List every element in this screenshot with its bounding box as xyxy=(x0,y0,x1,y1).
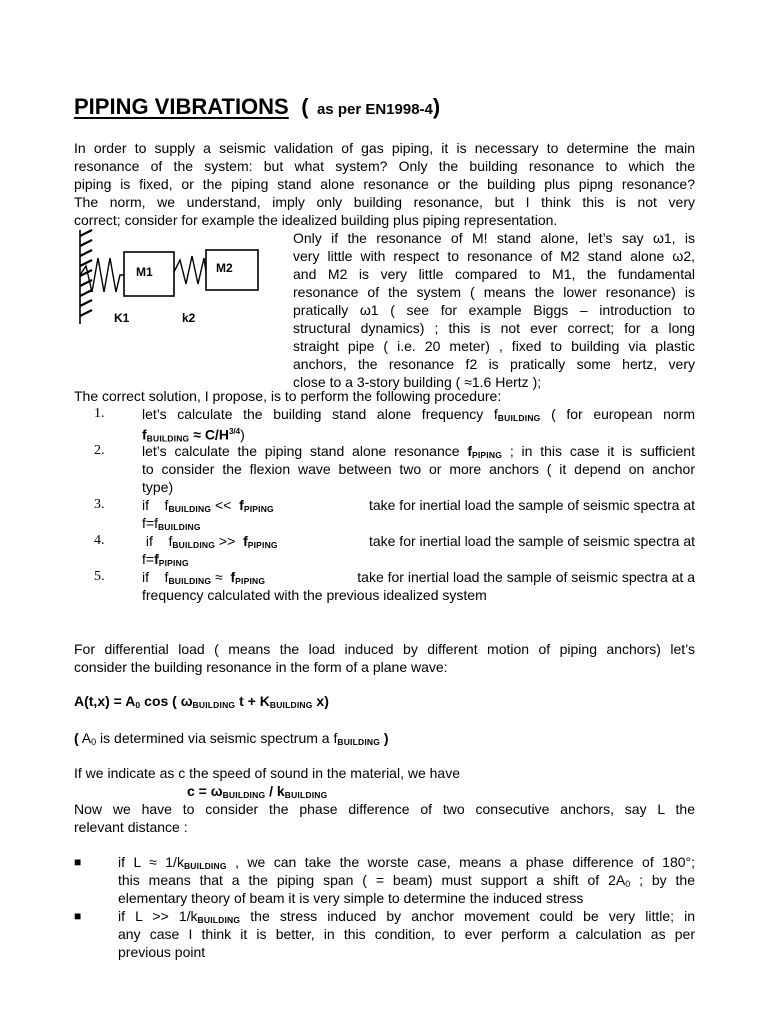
subscript: PIPING xyxy=(235,576,266,586)
close-paren: ) xyxy=(380,730,389,746)
a0-note xyxy=(74,729,389,751)
side-line: pratically ω1 ( see for example Biggs – introduction to xyxy=(293,302,695,318)
formula-part: x) xyxy=(312,693,329,709)
subscript: BUILDING xyxy=(192,700,236,710)
item2-line1 xyxy=(142,442,695,460)
wave-formula xyxy=(74,692,329,714)
intro-line: In order to supply a seismic validation of gas piping, it is necessary to determine the main xyxy=(74,140,695,156)
subscript: BUILDING xyxy=(222,790,266,800)
mass-m1-label: M1 xyxy=(136,265,153,279)
list-item xyxy=(142,532,695,568)
side-line: close to a 3-story building ( ≈1.6 Hertz ); xyxy=(293,374,542,390)
item4-line1 xyxy=(142,532,695,550)
mass-spring-diagram xyxy=(74,228,274,332)
differential-line: For differential load ( means the load induced by different motion of piping anchors) let’s xyxy=(74,641,695,657)
bullet-text: ; by the xyxy=(630,872,695,888)
item1-line2 xyxy=(142,423,695,444)
formula-part: A(t,x) = A xyxy=(74,693,136,709)
a0-symbol: A xyxy=(78,730,92,746)
cond-a: if f xyxy=(142,497,169,513)
item3-line1 xyxy=(142,496,695,514)
bullet-text: if L ≈ 1/k xyxy=(118,854,184,870)
bullet-text: if L >> 1/k xyxy=(118,908,198,924)
symbol-f: f xyxy=(239,497,244,513)
intro-line: The norm, we understand, imply only building resonance, but I think this is not very xyxy=(74,194,695,210)
subscript: BUILDING xyxy=(284,790,328,800)
subscript: BUILDING xyxy=(197,915,241,925)
subscript: PIPING xyxy=(158,558,189,568)
title-subtitle: as per EN1998-4 xyxy=(316,101,433,118)
subscript: BUILDING xyxy=(337,737,381,747)
item1-text-end: ( for european norm xyxy=(540,406,695,422)
item2-text: let’s calculate the piping stand alone resonance xyxy=(142,443,468,459)
procedure-intro xyxy=(74,387,695,405)
close-paren: ) xyxy=(240,426,245,443)
list-item xyxy=(142,568,695,604)
a0-text: is determined via seismic spectrum a f xyxy=(96,730,338,746)
list-item xyxy=(142,442,695,496)
phase-paragraph xyxy=(74,800,695,836)
differential-line: consider the building resonance in the form of a plane wave: xyxy=(74,659,448,675)
symbol-f: f xyxy=(230,569,236,585)
formula-text: ≈ C/H xyxy=(189,426,229,443)
side-paragraph xyxy=(293,229,695,391)
procedure-intro-text: The correct solution, I propose, is to perform the following procedure: xyxy=(74,388,502,404)
bullet-square-icon: ■ xyxy=(74,855,82,869)
cond-a: if f xyxy=(142,569,169,585)
mass-m2-label: M2 xyxy=(216,261,233,275)
symbol-f: f xyxy=(467,443,472,459)
bullet-square-icon: ■ xyxy=(74,909,82,923)
differential-paragraph xyxy=(74,640,695,676)
item5-line2: frequency calculated with the previous idealized system xyxy=(142,587,487,603)
side-line: structural dynamics) ; this is not ever correct; for a long xyxy=(293,320,695,336)
subscript: BUILDING xyxy=(269,700,313,710)
list-number: 2. xyxy=(94,443,105,458)
f-equals: f=f xyxy=(142,515,158,531)
operator: << xyxy=(211,497,236,513)
phase-line: relevant distance : xyxy=(74,819,188,835)
formula-part: t + K xyxy=(235,693,270,709)
side-line: anchors, the resonance f2 is pratically some hertz, very xyxy=(293,356,695,372)
formula-part: cos ( ω xyxy=(140,693,193,709)
bullet1-line1 xyxy=(118,853,695,871)
phase-line: Now we have to consider the phase difference of two consecutive anchors, say L the xyxy=(74,801,695,817)
subscript: BUILDING xyxy=(168,504,212,514)
side-line: very little with respect to resonance of M2 stand alone ω2, xyxy=(293,248,695,264)
cond-a: if f xyxy=(142,533,173,549)
speed-sentence: If we indicate as c the speed of sound in the material, we have xyxy=(74,765,461,781)
formula-part: / k xyxy=(265,783,285,799)
list-number: 4. xyxy=(94,533,105,548)
symbol-f: f xyxy=(243,533,248,549)
list-number: 3. xyxy=(94,497,105,512)
item2-line3: type) xyxy=(142,479,174,495)
subscript: BUILDING xyxy=(146,433,190,444)
side-line: resonance of the system ( means the lower resonance) is xyxy=(293,284,695,300)
formula-part: c = ω xyxy=(187,783,223,799)
item5-text: take for inertial load the sample of seismic spectra at a xyxy=(357,569,695,585)
subscript: BUILDING xyxy=(183,861,227,871)
item2-text-end: ; in this case it is sufficient xyxy=(502,443,695,459)
spring-k2-label: k2 xyxy=(182,311,196,325)
bullet1-line2 xyxy=(118,871,695,889)
bullet2-line2: any case I think it is better, in this condition, to ever perform a calculation as per xyxy=(118,926,695,942)
bullet2-line1 xyxy=(118,907,695,925)
title-open-paren: ( xyxy=(301,94,309,119)
subscript: BUILDING xyxy=(172,540,216,550)
operator: ≈ xyxy=(211,569,231,585)
bullet-text: , we can take the worste case, means a phase difference of 180°; xyxy=(226,854,696,870)
item3-text: take for inertial load the sample of seismic spectra at xyxy=(368,497,695,513)
subscript: 0 xyxy=(625,879,631,889)
subscript: BUILDING xyxy=(168,576,212,586)
bullet-text: the stress induced by anchor movement could be very little; in xyxy=(240,908,696,924)
subscript: PIPING xyxy=(472,450,503,460)
side-line: and M2 is very little compared to M1, the fundamental xyxy=(293,266,695,282)
item1-text: let’s calculate the building stand alone frequency f xyxy=(142,406,498,422)
bullet2-line3: previous point xyxy=(118,944,206,960)
intro-line: resonance of the system: but what system? Only the building resonance to which the xyxy=(74,158,695,174)
list-number: 1. xyxy=(94,406,105,421)
bullet-item xyxy=(118,907,695,961)
subscript: PIPING xyxy=(243,504,274,514)
symbol-f: f xyxy=(154,551,159,567)
subscript: BUILDING xyxy=(497,413,541,423)
title-close-paren: ) xyxy=(432,94,441,119)
superscript: 3/4 xyxy=(228,427,241,436)
item2-line2: to consider the flexion wave between two or more anchors ( it depend on anchor xyxy=(142,461,695,477)
bullet-item xyxy=(118,853,695,907)
subscript: 0 xyxy=(91,737,97,747)
bullet1-line3: elementary theory of beam it is very simple to determine the induced stress xyxy=(118,890,584,906)
spring-k1-label: K1 xyxy=(114,311,130,325)
subscript: PIPING xyxy=(247,540,278,550)
intro-line: correct; consider for example the idealized building plus piping representation. xyxy=(74,212,558,228)
item4-text: take for inertial load the sample of seismic spectra at xyxy=(368,533,695,549)
intro-paragraph xyxy=(74,139,695,229)
list-item xyxy=(142,496,695,532)
bullet-text: this means that a the piping span ( = beam) must support a shift of 2A xyxy=(118,872,626,888)
spring-k2 xyxy=(174,256,206,284)
side-line: Only if the resonance of M! stand alone, let’s say ω1, is xyxy=(293,230,695,246)
operator: >> xyxy=(215,533,240,549)
subscript: 0 xyxy=(135,700,141,710)
list-item xyxy=(142,405,695,444)
open-paren: ( xyxy=(74,730,79,746)
list-number: 5. xyxy=(94,569,105,584)
intro-line: piping is fixed, or the piping stand alone resonance or the building plus pipng resonance? xyxy=(74,176,695,192)
document-title xyxy=(74,94,440,123)
f-equals: f= xyxy=(142,551,155,567)
item1-line1 xyxy=(142,405,695,423)
subscript: BUILDING xyxy=(157,522,201,532)
side-line: straight pipe ( i.e. 20 meter) , fixed to building via plastic xyxy=(293,338,695,354)
title-main: PIPING VIBRATIONS xyxy=(74,94,289,119)
symbol-f: f xyxy=(142,426,147,443)
item5-line1 xyxy=(142,568,695,586)
